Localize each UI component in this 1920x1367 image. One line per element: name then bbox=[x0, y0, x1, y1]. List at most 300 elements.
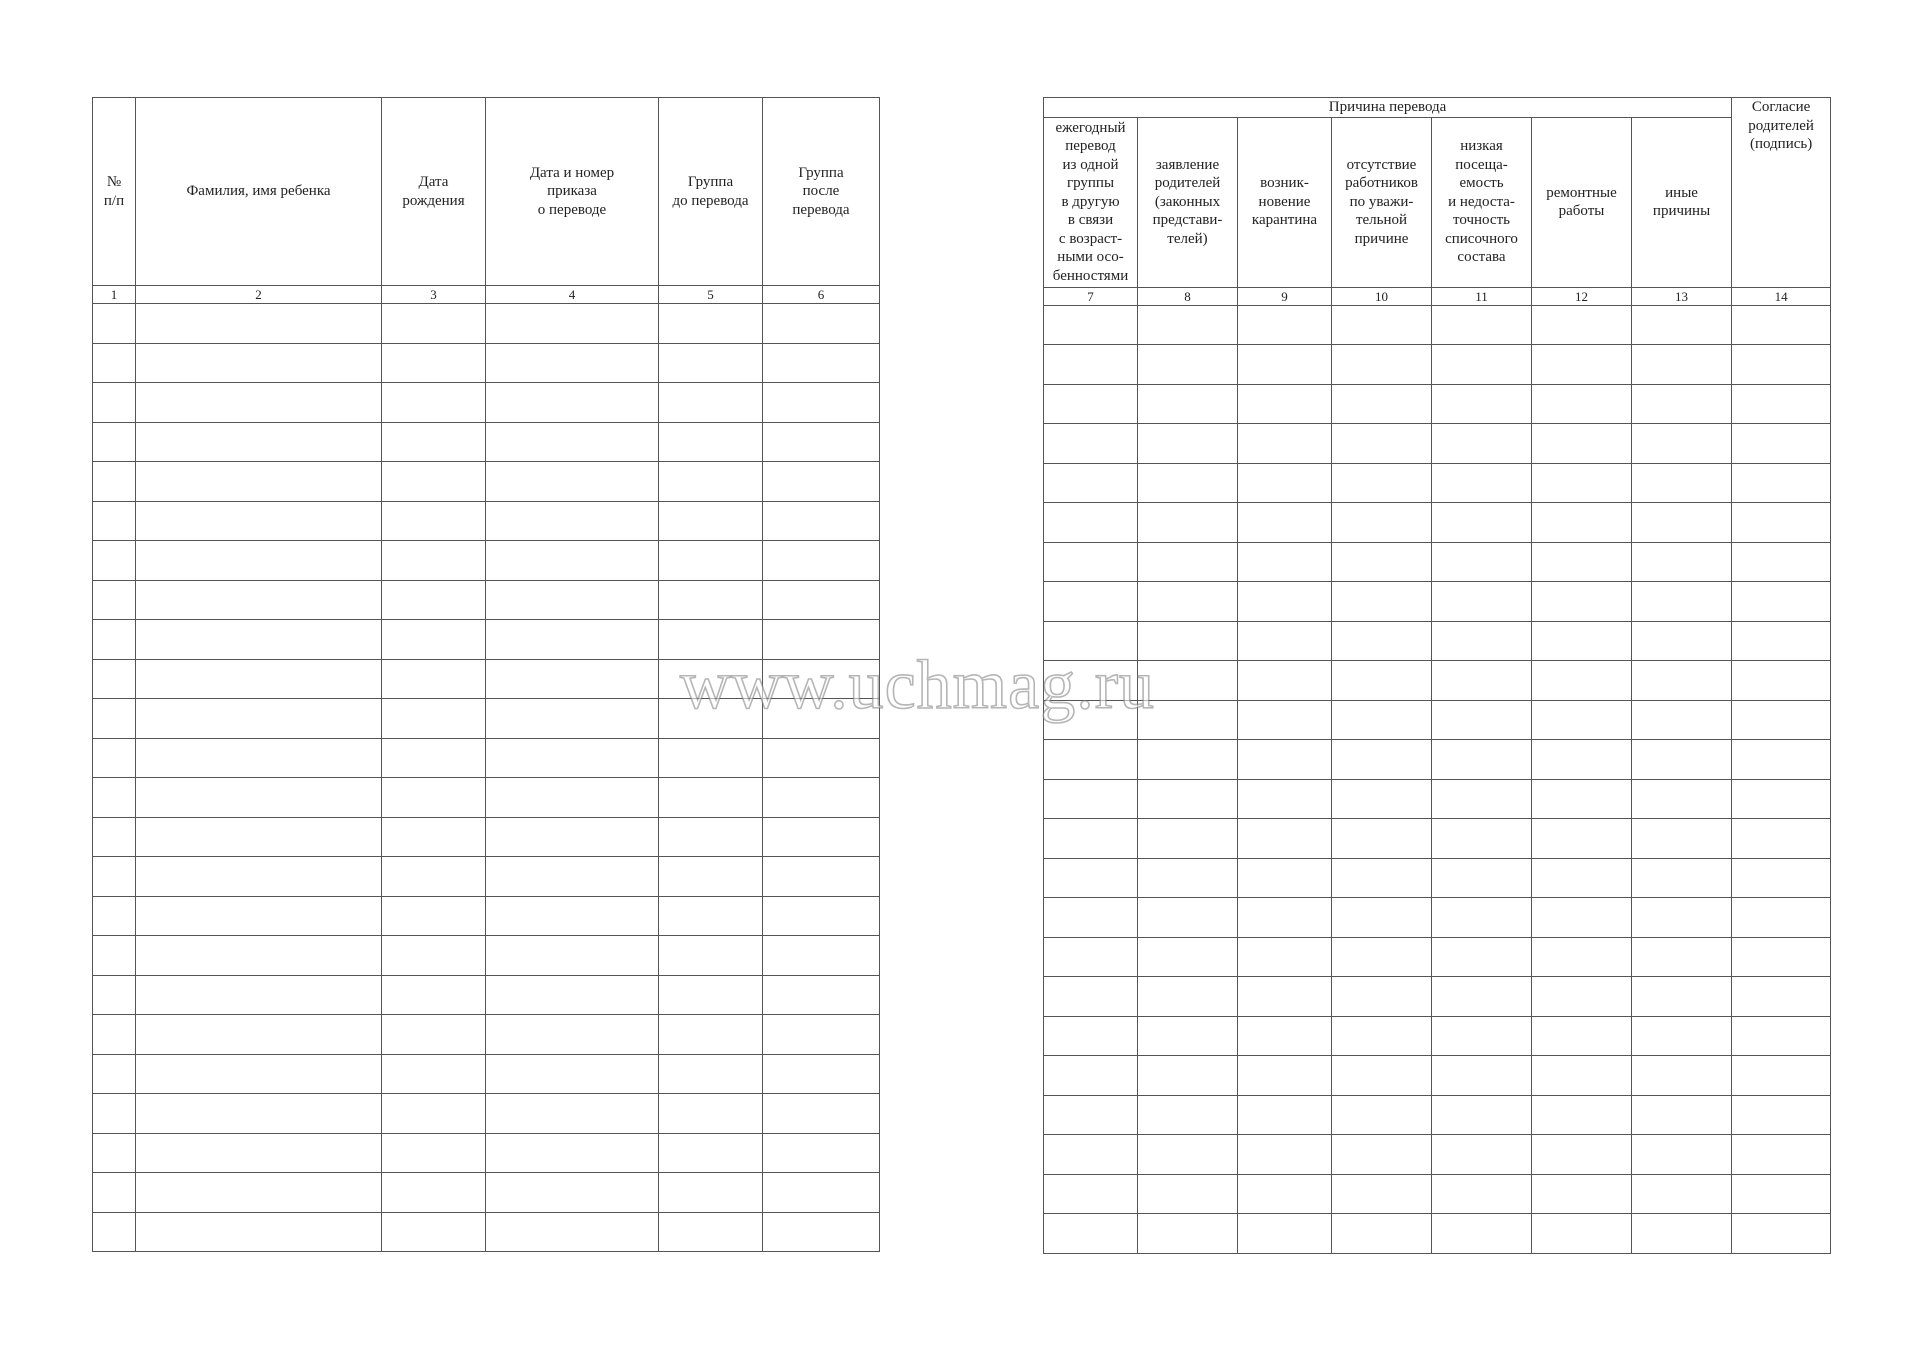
empty-cell[interactable] bbox=[763, 699, 880, 739]
empty-cell[interactable] bbox=[1732, 1095, 1831, 1135]
empty-cell[interactable] bbox=[1332, 1135, 1432, 1175]
empty-cell[interactable] bbox=[1532, 621, 1632, 661]
empty-cell[interactable] bbox=[1044, 740, 1138, 780]
empty-cell[interactable] bbox=[1044, 937, 1138, 977]
empty-cell[interactable] bbox=[1532, 1214, 1632, 1254]
empty-cell[interactable] bbox=[1138, 463, 1238, 503]
empty-cell[interactable] bbox=[1732, 384, 1831, 424]
empty-cell[interactable] bbox=[1332, 582, 1432, 622]
empty-cell[interactable] bbox=[382, 817, 486, 857]
empty-cell[interactable] bbox=[1138, 424, 1238, 464]
empty-cell[interactable] bbox=[659, 975, 763, 1015]
empty-cell[interactable] bbox=[1632, 542, 1732, 582]
empty-cell[interactable] bbox=[382, 659, 486, 699]
empty-cell[interactable] bbox=[1432, 740, 1532, 780]
empty-cell[interactable] bbox=[1332, 305, 1432, 345]
empty-cell[interactable] bbox=[1732, 661, 1831, 701]
empty-cell[interactable] bbox=[382, 699, 486, 739]
empty-cell[interactable] bbox=[763, 659, 880, 699]
empty-cell[interactable] bbox=[763, 975, 880, 1015]
empty-cell[interactable] bbox=[1432, 1016, 1532, 1056]
empty-cell[interactable] bbox=[486, 1212, 659, 1252]
empty-cell[interactable] bbox=[486, 699, 659, 739]
empty-cell[interactable] bbox=[93, 1015, 136, 1055]
empty-cell[interactable] bbox=[659, 1015, 763, 1055]
empty-cell[interactable] bbox=[1632, 503, 1732, 543]
empty-cell[interactable] bbox=[486, 422, 659, 462]
empty-cell[interactable] bbox=[1332, 700, 1432, 740]
empty-cell[interactable] bbox=[382, 620, 486, 660]
empty-cell[interactable] bbox=[136, 1054, 382, 1094]
empty-cell[interactable] bbox=[1632, 937, 1732, 977]
empty-cell[interactable] bbox=[1044, 898, 1138, 938]
empty-cell[interactable] bbox=[1632, 977, 1732, 1017]
empty-cell[interactable] bbox=[1138, 779, 1238, 819]
empty-cell[interactable] bbox=[1044, 582, 1138, 622]
empty-cell[interactable] bbox=[1238, 1095, 1332, 1135]
empty-cell[interactable] bbox=[763, 383, 880, 423]
empty-cell[interactable] bbox=[1732, 898, 1831, 938]
empty-cell[interactable] bbox=[136, 422, 382, 462]
empty-cell[interactable] bbox=[1238, 700, 1332, 740]
empty-cell[interactable] bbox=[1238, 1135, 1332, 1175]
empty-cell[interactable] bbox=[1532, 740, 1632, 780]
empty-cell[interactable] bbox=[1632, 463, 1732, 503]
empty-cell[interactable] bbox=[1632, 819, 1732, 859]
empty-cell[interactable] bbox=[659, 817, 763, 857]
empty-cell[interactable] bbox=[1238, 977, 1332, 1017]
empty-cell[interactable] bbox=[1532, 700, 1632, 740]
empty-cell[interactable] bbox=[136, 1173, 382, 1213]
empty-cell[interactable] bbox=[1138, 819, 1238, 859]
empty-cell[interactable] bbox=[1044, 1016, 1138, 1056]
empty-cell[interactable] bbox=[1138, 345, 1238, 385]
empty-cell[interactable] bbox=[136, 1094, 382, 1134]
empty-cell[interactable] bbox=[659, 422, 763, 462]
empty-cell[interactable] bbox=[1138, 1135, 1238, 1175]
empty-cell[interactable] bbox=[136, 936, 382, 976]
empty-cell[interactable] bbox=[382, 462, 486, 502]
empty-cell[interactable] bbox=[1432, 345, 1532, 385]
empty-cell[interactable] bbox=[659, 462, 763, 502]
empty-cell[interactable] bbox=[93, 738, 136, 778]
empty-cell[interactable] bbox=[659, 659, 763, 699]
empty-cell[interactable] bbox=[382, 975, 486, 1015]
empty-cell[interactable] bbox=[659, 857, 763, 897]
empty-cell[interactable] bbox=[1632, 305, 1732, 345]
empty-cell[interactable] bbox=[1332, 463, 1432, 503]
empty-cell[interactable] bbox=[1632, 1174, 1732, 1214]
empty-cell[interactable] bbox=[93, 1212, 136, 1252]
empty-cell[interactable] bbox=[659, 343, 763, 383]
empty-cell[interactable] bbox=[1432, 819, 1532, 859]
empty-cell[interactable] bbox=[659, 778, 763, 818]
empty-cell[interactable] bbox=[486, 1094, 659, 1134]
empty-cell[interactable] bbox=[486, 857, 659, 897]
empty-cell[interactable] bbox=[1532, 661, 1632, 701]
empty-cell[interactable] bbox=[763, 1133, 880, 1173]
empty-cell[interactable] bbox=[136, 896, 382, 936]
empty-cell[interactable] bbox=[93, 857, 136, 897]
empty-cell[interactable] bbox=[1432, 463, 1532, 503]
empty-cell[interactable] bbox=[1044, 779, 1138, 819]
empty-cell[interactable] bbox=[136, 383, 382, 423]
empty-cell[interactable] bbox=[659, 699, 763, 739]
empty-cell[interactable] bbox=[1238, 937, 1332, 977]
empty-cell[interactable] bbox=[136, 1015, 382, 1055]
empty-cell[interactable] bbox=[382, 580, 486, 620]
empty-cell[interactable] bbox=[93, 975, 136, 1015]
empty-cell[interactable] bbox=[136, 620, 382, 660]
empty-cell[interactable] bbox=[659, 1173, 763, 1213]
empty-cell[interactable] bbox=[1732, 1016, 1831, 1056]
empty-cell[interactable] bbox=[659, 1133, 763, 1173]
empty-cell[interactable] bbox=[382, 501, 486, 541]
empty-cell[interactable] bbox=[382, 422, 486, 462]
empty-cell[interactable] bbox=[1432, 582, 1532, 622]
empty-cell[interactable] bbox=[136, 817, 382, 857]
empty-cell[interactable] bbox=[1532, 1135, 1632, 1175]
empty-cell[interactable] bbox=[1532, 858, 1632, 898]
empty-cell[interactable] bbox=[659, 501, 763, 541]
empty-cell[interactable] bbox=[1332, 1174, 1432, 1214]
empty-cell[interactable] bbox=[1632, 582, 1732, 622]
empty-cell[interactable] bbox=[1138, 977, 1238, 1017]
empty-cell[interactable] bbox=[93, 580, 136, 620]
empty-cell[interactable] bbox=[1532, 305, 1632, 345]
empty-cell[interactable] bbox=[1532, 345, 1632, 385]
empty-cell[interactable] bbox=[93, 541, 136, 581]
empty-cell[interactable] bbox=[1332, 661, 1432, 701]
empty-cell[interactable] bbox=[1138, 503, 1238, 543]
empty-cell[interactable] bbox=[1138, 542, 1238, 582]
empty-cell[interactable] bbox=[1532, 463, 1632, 503]
empty-cell[interactable] bbox=[1138, 740, 1238, 780]
empty-cell[interactable] bbox=[1332, 977, 1432, 1017]
empty-cell[interactable] bbox=[1432, 1214, 1532, 1254]
empty-cell[interactable] bbox=[659, 580, 763, 620]
empty-cell[interactable] bbox=[1732, 1174, 1831, 1214]
empty-cell[interactable] bbox=[1432, 384, 1532, 424]
empty-cell[interactable] bbox=[763, 304, 880, 344]
empty-cell[interactable] bbox=[1432, 700, 1532, 740]
empty-cell[interactable] bbox=[763, 1212, 880, 1252]
empty-cell[interactable] bbox=[486, 343, 659, 383]
empty-cell[interactable] bbox=[763, 817, 880, 857]
empty-cell[interactable] bbox=[1044, 384, 1138, 424]
empty-cell[interactable] bbox=[486, 975, 659, 1015]
empty-cell[interactable] bbox=[659, 1054, 763, 1094]
empty-cell[interactable] bbox=[1044, 661, 1138, 701]
empty-cell[interactable] bbox=[136, 778, 382, 818]
empty-cell[interactable] bbox=[486, 1015, 659, 1055]
empty-cell[interactable] bbox=[486, 541, 659, 581]
empty-cell[interactable] bbox=[136, 462, 382, 502]
empty-cell[interactable] bbox=[1044, 542, 1138, 582]
empty-cell[interactable] bbox=[136, 1212, 382, 1252]
empty-cell[interactable] bbox=[1732, 819, 1831, 859]
empty-cell[interactable] bbox=[1238, 305, 1332, 345]
empty-cell[interactable] bbox=[763, 620, 880, 660]
empty-cell[interactable] bbox=[1044, 700, 1138, 740]
empty-cell[interactable] bbox=[382, 1173, 486, 1213]
empty-cell[interactable] bbox=[136, 304, 382, 344]
empty-cell[interactable] bbox=[93, 1054, 136, 1094]
empty-cell[interactable] bbox=[1238, 542, 1332, 582]
empty-cell[interactable] bbox=[763, 343, 880, 383]
empty-cell[interactable] bbox=[1632, 424, 1732, 464]
empty-cell[interactable] bbox=[763, 778, 880, 818]
empty-cell[interactable] bbox=[382, 304, 486, 344]
empty-cell[interactable] bbox=[1432, 503, 1532, 543]
empty-cell[interactable] bbox=[1432, 424, 1532, 464]
empty-cell[interactable] bbox=[1632, 1016, 1732, 1056]
empty-cell[interactable] bbox=[763, 1054, 880, 1094]
empty-cell[interactable] bbox=[1044, 305, 1138, 345]
empty-cell[interactable] bbox=[486, 462, 659, 502]
empty-cell[interactable] bbox=[486, 580, 659, 620]
empty-cell[interactable] bbox=[1044, 621, 1138, 661]
empty-cell[interactable] bbox=[1532, 819, 1632, 859]
empty-cell[interactable] bbox=[486, 817, 659, 857]
empty-cell[interactable] bbox=[486, 620, 659, 660]
empty-cell[interactable] bbox=[1332, 1016, 1432, 1056]
empty-cell[interactable] bbox=[1432, 937, 1532, 977]
empty-cell[interactable] bbox=[1532, 1174, 1632, 1214]
empty-cell[interactable] bbox=[1632, 858, 1732, 898]
empty-cell[interactable] bbox=[486, 1054, 659, 1094]
empty-cell[interactable] bbox=[1432, 621, 1532, 661]
empty-cell[interactable] bbox=[382, 1015, 486, 1055]
empty-cell[interactable] bbox=[93, 304, 136, 344]
empty-cell[interactable] bbox=[1332, 740, 1432, 780]
empty-cell[interactable] bbox=[763, 462, 880, 502]
empty-cell[interactable] bbox=[1432, 542, 1532, 582]
empty-cell[interactable] bbox=[1732, 779, 1831, 819]
empty-cell[interactable] bbox=[486, 383, 659, 423]
empty-cell[interactable] bbox=[659, 1212, 763, 1252]
empty-cell[interactable] bbox=[1432, 1056, 1532, 1096]
empty-cell[interactable] bbox=[1332, 345, 1432, 385]
empty-cell[interactable] bbox=[1138, 898, 1238, 938]
empty-cell[interactable] bbox=[1532, 582, 1632, 622]
empty-cell[interactable] bbox=[1332, 384, 1432, 424]
empty-cell[interactable] bbox=[763, 857, 880, 897]
empty-cell[interactable] bbox=[659, 620, 763, 660]
empty-cell[interactable] bbox=[1238, 463, 1332, 503]
empty-cell[interactable] bbox=[1632, 1056, 1732, 1096]
empty-cell[interactable] bbox=[763, 501, 880, 541]
empty-cell[interactable] bbox=[1732, 937, 1831, 977]
empty-cell[interactable] bbox=[1432, 661, 1532, 701]
empty-cell[interactable] bbox=[1732, 424, 1831, 464]
empty-cell[interactable] bbox=[763, 422, 880, 462]
empty-cell[interactable] bbox=[763, 580, 880, 620]
empty-cell[interactable] bbox=[1044, 1135, 1138, 1175]
empty-cell[interactable] bbox=[1432, 1174, 1532, 1214]
empty-cell[interactable] bbox=[763, 541, 880, 581]
empty-cell[interactable] bbox=[136, 541, 382, 581]
empty-cell[interactable] bbox=[659, 383, 763, 423]
empty-cell[interactable] bbox=[93, 343, 136, 383]
empty-cell[interactable] bbox=[486, 501, 659, 541]
empty-cell[interactable] bbox=[1732, 542, 1831, 582]
empty-cell[interactable] bbox=[659, 896, 763, 936]
empty-cell[interactable] bbox=[136, 343, 382, 383]
empty-cell[interactable] bbox=[486, 304, 659, 344]
empty-cell[interactable] bbox=[1432, 779, 1532, 819]
empty-cell[interactable] bbox=[93, 501, 136, 541]
empty-cell[interactable] bbox=[1138, 937, 1238, 977]
empty-cell[interactable] bbox=[1632, 700, 1732, 740]
empty-cell[interactable] bbox=[136, 501, 382, 541]
empty-cell[interactable] bbox=[1732, 1056, 1831, 1096]
empty-cell[interactable] bbox=[136, 580, 382, 620]
empty-cell[interactable] bbox=[1138, 384, 1238, 424]
empty-cell[interactable] bbox=[486, 1173, 659, 1213]
empty-cell[interactable] bbox=[382, 1212, 486, 1252]
empty-cell[interactable] bbox=[1238, 1174, 1332, 1214]
empty-cell[interactable] bbox=[1732, 345, 1831, 385]
empty-cell[interactable] bbox=[1044, 424, 1138, 464]
empty-cell[interactable] bbox=[1532, 1016, 1632, 1056]
empty-cell[interactable] bbox=[1238, 740, 1332, 780]
empty-cell[interactable] bbox=[659, 936, 763, 976]
empty-cell[interactable] bbox=[136, 857, 382, 897]
empty-cell[interactable] bbox=[136, 1133, 382, 1173]
empty-cell[interactable] bbox=[93, 422, 136, 462]
empty-cell[interactable] bbox=[1044, 503, 1138, 543]
empty-cell[interactable] bbox=[1044, 1056, 1138, 1096]
empty-cell[interactable] bbox=[1044, 1095, 1138, 1135]
empty-cell[interactable] bbox=[1138, 1095, 1238, 1135]
empty-cell[interactable] bbox=[1732, 858, 1831, 898]
empty-cell[interactable] bbox=[763, 896, 880, 936]
empty-cell[interactable] bbox=[1732, 700, 1831, 740]
empty-cell[interactable] bbox=[382, 778, 486, 818]
empty-cell[interactable] bbox=[382, 1054, 486, 1094]
empty-cell[interactable] bbox=[659, 541, 763, 581]
empty-cell[interactable] bbox=[1044, 977, 1138, 1017]
empty-cell[interactable] bbox=[1138, 661, 1238, 701]
empty-cell[interactable] bbox=[136, 738, 382, 778]
empty-cell[interactable] bbox=[1238, 1214, 1332, 1254]
empty-cell[interactable] bbox=[1332, 503, 1432, 543]
empty-cell[interactable] bbox=[1532, 384, 1632, 424]
empty-cell[interactable] bbox=[1044, 819, 1138, 859]
empty-cell[interactable] bbox=[93, 1133, 136, 1173]
empty-cell[interactable] bbox=[486, 778, 659, 818]
empty-cell[interactable] bbox=[1732, 1135, 1831, 1175]
empty-cell[interactable] bbox=[1532, 779, 1632, 819]
empty-cell[interactable] bbox=[1044, 345, 1138, 385]
empty-cell[interactable] bbox=[1332, 424, 1432, 464]
empty-cell[interactable] bbox=[1532, 542, 1632, 582]
empty-cell[interactable] bbox=[1044, 858, 1138, 898]
empty-cell[interactable] bbox=[93, 936, 136, 976]
empty-cell[interactable] bbox=[1532, 977, 1632, 1017]
empty-cell[interactable] bbox=[93, 620, 136, 660]
empty-cell[interactable] bbox=[136, 975, 382, 1015]
empty-cell[interactable] bbox=[1332, 621, 1432, 661]
empty-cell[interactable] bbox=[382, 1133, 486, 1173]
empty-cell[interactable] bbox=[1238, 898, 1332, 938]
empty-cell[interactable] bbox=[1532, 424, 1632, 464]
empty-cell[interactable] bbox=[1138, 1214, 1238, 1254]
empty-cell[interactable] bbox=[93, 383, 136, 423]
empty-cell[interactable] bbox=[486, 1133, 659, 1173]
empty-cell[interactable] bbox=[1044, 1174, 1138, 1214]
empty-cell[interactable] bbox=[659, 304, 763, 344]
empty-cell[interactable] bbox=[1632, 1135, 1732, 1175]
empty-cell[interactable] bbox=[93, 462, 136, 502]
empty-cell[interactable] bbox=[1432, 858, 1532, 898]
empty-cell[interactable] bbox=[1432, 977, 1532, 1017]
empty-cell[interactable] bbox=[1044, 1214, 1138, 1254]
empty-cell[interactable] bbox=[1532, 1056, 1632, 1096]
empty-cell[interactable] bbox=[1238, 858, 1332, 898]
empty-cell[interactable] bbox=[1532, 503, 1632, 543]
empty-cell[interactable] bbox=[1632, 621, 1732, 661]
empty-cell[interactable] bbox=[1138, 582, 1238, 622]
empty-cell[interactable] bbox=[1632, 779, 1732, 819]
empty-cell[interactable] bbox=[1332, 858, 1432, 898]
empty-cell[interactable] bbox=[1732, 503, 1831, 543]
empty-cell[interactable] bbox=[382, 738, 486, 778]
empty-cell[interactable] bbox=[1138, 305, 1238, 345]
empty-cell[interactable] bbox=[1238, 1016, 1332, 1056]
empty-cell[interactable] bbox=[1238, 424, 1332, 464]
empty-cell[interactable] bbox=[1332, 1214, 1432, 1254]
empty-cell[interactable] bbox=[1238, 819, 1332, 859]
empty-cell[interactable] bbox=[1632, 1095, 1732, 1135]
empty-cell[interactable] bbox=[382, 896, 486, 936]
empty-cell[interactable] bbox=[1432, 898, 1532, 938]
empty-cell[interactable] bbox=[1732, 740, 1831, 780]
empty-cell[interactable] bbox=[382, 936, 486, 976]
empty-cell[interactable] bbox=[1138, 1174, 1238, 1214]
empty-cell[interactable] bbox=[93, 1173, 136, 1213]
empty-cell[interactable] bbox=[1138, 700, 1238, 740]
empty-cell[interactable] bbox=[1532, 898, 1632, 938]
empty-cell[interactable] bbox=[1332, 1095, 1432, 1135]
empty-cell[interactable] bbox=[1138, 1056, 1238, 1096]
empty-cell[interactable] bbox=[1432, 305, 1532, 345]
empty-cell[interactable] bbox=[1138, 1016, 1238, 1056]
empty-cell[interactable] bbox=[1732, 977, 1831, 1017]
empty-cell[interactable] bbox=[93, 817, 136, 857]
empty-cell[interactable] bbox=[382, 857, 486, 897]
empty-cell[interactable] bbox=[93, 1094, 136, 1134]
empty-cell[interactable] bbox=[1632, 661, 1732, 701]
empty-cell[interactable] bbox=[1632, 345, 1732, 385]
empty-cell[interactable] bbox=[1332, 937, 1432, 977]
empty-cell[interactable] bbox=[1238, 661, 1332, 701]
empty-cell[interactable] bbox=[136, 699, 382, 739]
empty-cell[interactable] bbox=[486, 738, 659, 778]
empty-cell[interactable] bbox=[1138, 621, 1238, 661]
empty-cell[interactable] bbox=[136, 659, 382, 699]
empty-cell[interactable] bbox=[93, 699, 136, 739]
empty-cell[interactable] bbox=[382, 343, 486, 383]
empty-cell[interactable] bbox=[1732, 582, 1831, 622]
empty-cell[interactable] bbox=[486, 936, 659, 976]
empty-cell[interactable] bbox=[1238, 345, 1332, 385]
empty-cell[interactable] bbox=[1432, 1135, 1532, 1175]
empty-cell[interactable] bbox=[1238, 503, 1332, 543]
empty-cell[interactable] bbox=[659, 1094, 763, 1134]
empty-cell[interactable] bbox=[486, 896, 659, 936]
